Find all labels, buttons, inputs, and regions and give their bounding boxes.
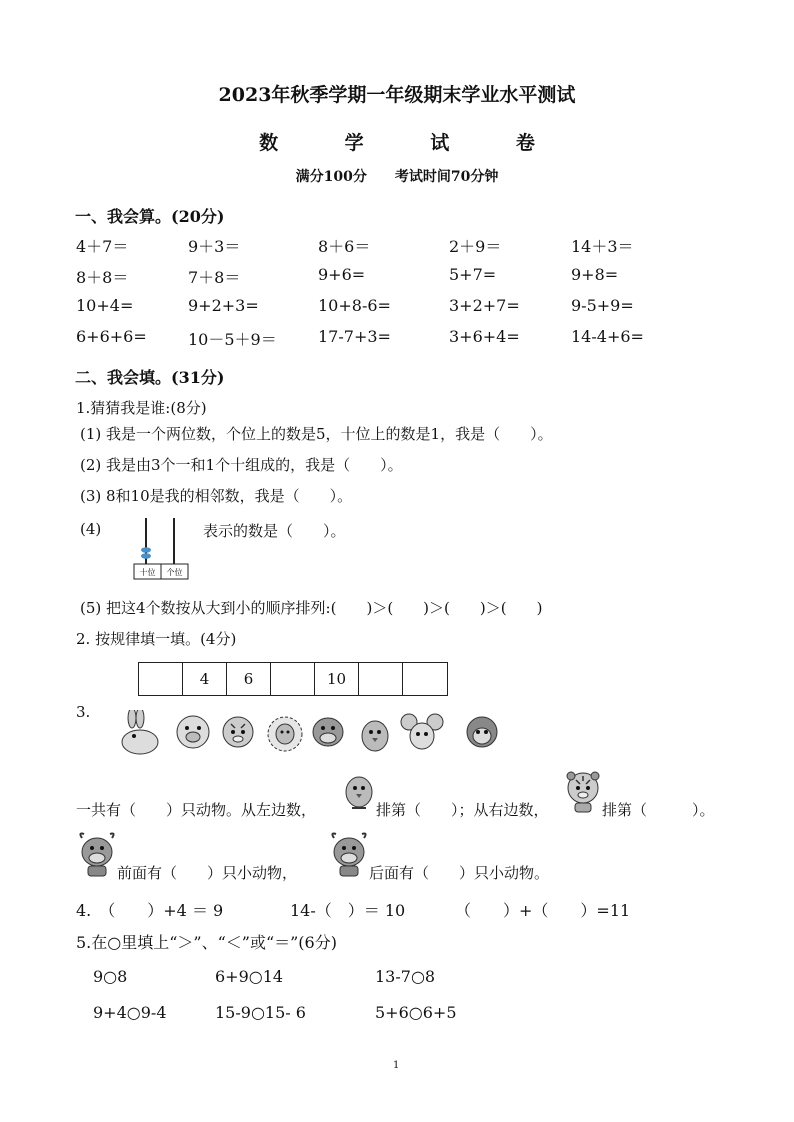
q5-title: 5.在○里填上“＞”、“＜”或“＝”(6分)	[76, 933, 337, 952]
sequence-cell[interactable]	[139, 663, 183, 695]
calc-item: 9-5+9=	[571, 296, 634, 315]
calc-item: 9+6=	[318, 265, 366, 284]
calc-item: 10－5＋9＝	[188, 330, 277, 349]
chick-icon	[352, 710, 398, 758]
calc-item: 3+2+7=	[449, 296, 520, 315]
calc-item: 9+8=	[571, 265, 619, 284]
abacus-tens-label: 十位	[139, 568, 156, 577]
sequence-table	[138, 662, 448, 696]
page-number: 1	[393, 1060, 400, 1071]
q4-b: 14-（ ）＝ 10	[290, 901, 406, 920]
calc-item: 3+6+4=	[449, 327, 520, 346]
calc-item: 4＋7＝	[76, 237, 129, 256]
q5-item: 6+9○14	[215, 967, 284, 986]
sequence-cell: 4	[183, 663, 227, 695]
exam-info: 满分100分 考试时间70分钟	[295, 169, 499, 185]
section1-title: 一、我会算。(20分)	[75, 207, 225, 226]
q1-part4-text: 表示的数是（ ）。	[203, 522, 346, 540]
calc-item: 6+6+6=	[76, 327, 147, 346]
calc-item: 14＋3＝	[571, 237, 634, 256]
q1-part3: (3) 8和10是我的相邻数，我是（ ）。	[80, 487, 353, 505]
calc-item: 10+4=	[76, 296, 134, 315]
calc-item: 8＋6＝	[318, 237, 371, 256]
exam-subtitle: 数 学 试 卷	[259, 132, 565, 154]
q1-title: 1.猜猜我是谁:(8分)	[76, 399, 207, 417]
sequence-cell[interactable]	[403, 663, 447, 695]
calc-item: 5+7=	[449, 265, 497, 284]
rabbit-icon	[116, 710, 162, 758]
calc-item: 17-7+3=	[318, 327, 391, 346]
q3-label: 3.	[76, 703, 91, 721]
cow-icon	[305, 710, 351, 758]
q5-item: 9+4○9-4	[93, 1003, 167, 1022]
sheep-icon	[262, 710, 308, 758]
q1-part5: (5) 把这4个数按从大到小的顺序排列:( )＞( )＞( )＞( )	[80, 599, 543, 617]
abacus-ones-label: 个位	[166, 568, 183, 577]
sequence-cell[interactable]	[271, 663, 315, 695]
calc-item: 9＋3＝	[188, 237, 241, 256]
q5-item: 13-7○8	[375, 967, 436, 986]
calc-item: 10+8-6=	[318, 296, 391, 315]
monkey-icon	[459, 710, 505, 758]
sequence-cell[interactable]	[359, 663, 403, 695]
tiger-icon	[560, 766, 606, 814]
section2-title: 二、我会填。(31分)	[75, 368, 225, 387]
calc-item: 2＋9＝	[449, 237, 502, 256]
q4-c: （ ）+（ ）=11	[455, 901, 631, 920]
q5-item: 5+6○6+5	[375, 1003, 457, 1022]
cow-icon	[74, 830, 120, 878]
exam-title: 2023年秋季学期一年级期末学业水平测试	[218, 84, 576, 106]
calc-item: 8＋8＝	[76, 268, 129, 287]
abacus-icon	[132, 516, 190, 582]
q5-item: 15-9○15- 6	[215, 1003, 306, 1022]
q3-line2-a: 前面有（ ）只小动物，	[117, 864, 298, 882]
q1-part2: (2) 我是由3个一和1个十组成的，我是（ ）。	[80, 456, 403, 474]
tiger-icon	[215, 710, 261, 758]
q2-title: 2. 按规律填一填。(4分)	[76, 630, 237, 648]
calc-item: 9+2+3=	[188, 296, 259, 315]
q3-line1-b: 排第（ ）；从右边数，	[376, 801, 549, 819]
q1-part4-number: (4)	[80, 520, 102, 538]
pig-icon	[170, 710, 216, 758]
q3-line1-a: 一共有（ ）只动物。从左边数，	[76, 801, 317, 819]
q3-line1-c: 排第（ ）。	[602, 801, 715, 819]
sequence-cell: 10	[315, 663, 359, 695]
q3-line2-b: 后面有（ ）只小动物。	[369, 864, 550, 882]
sequence-cell: 6	[227, 663, 271, 695]
q4-a: 4. （ ）+4 ＝ 9	[76, 901, 224, 920]
mouse-icon	[399, 710, 445, 758]
calc-item: 14-4+6=	[571, 327, 644, 346]
calc-item: 7＋8＝	[188, 268, 241, 287]
q5-item: 9○8	[93, 967, 128, 986]
cow-icon	[326, 830, 372, 878]
q1-part1: (1) 我是一个两位数，个位上的数是5，十位上的数是1，我是（ ）。	[80, 425, 553, 443]
